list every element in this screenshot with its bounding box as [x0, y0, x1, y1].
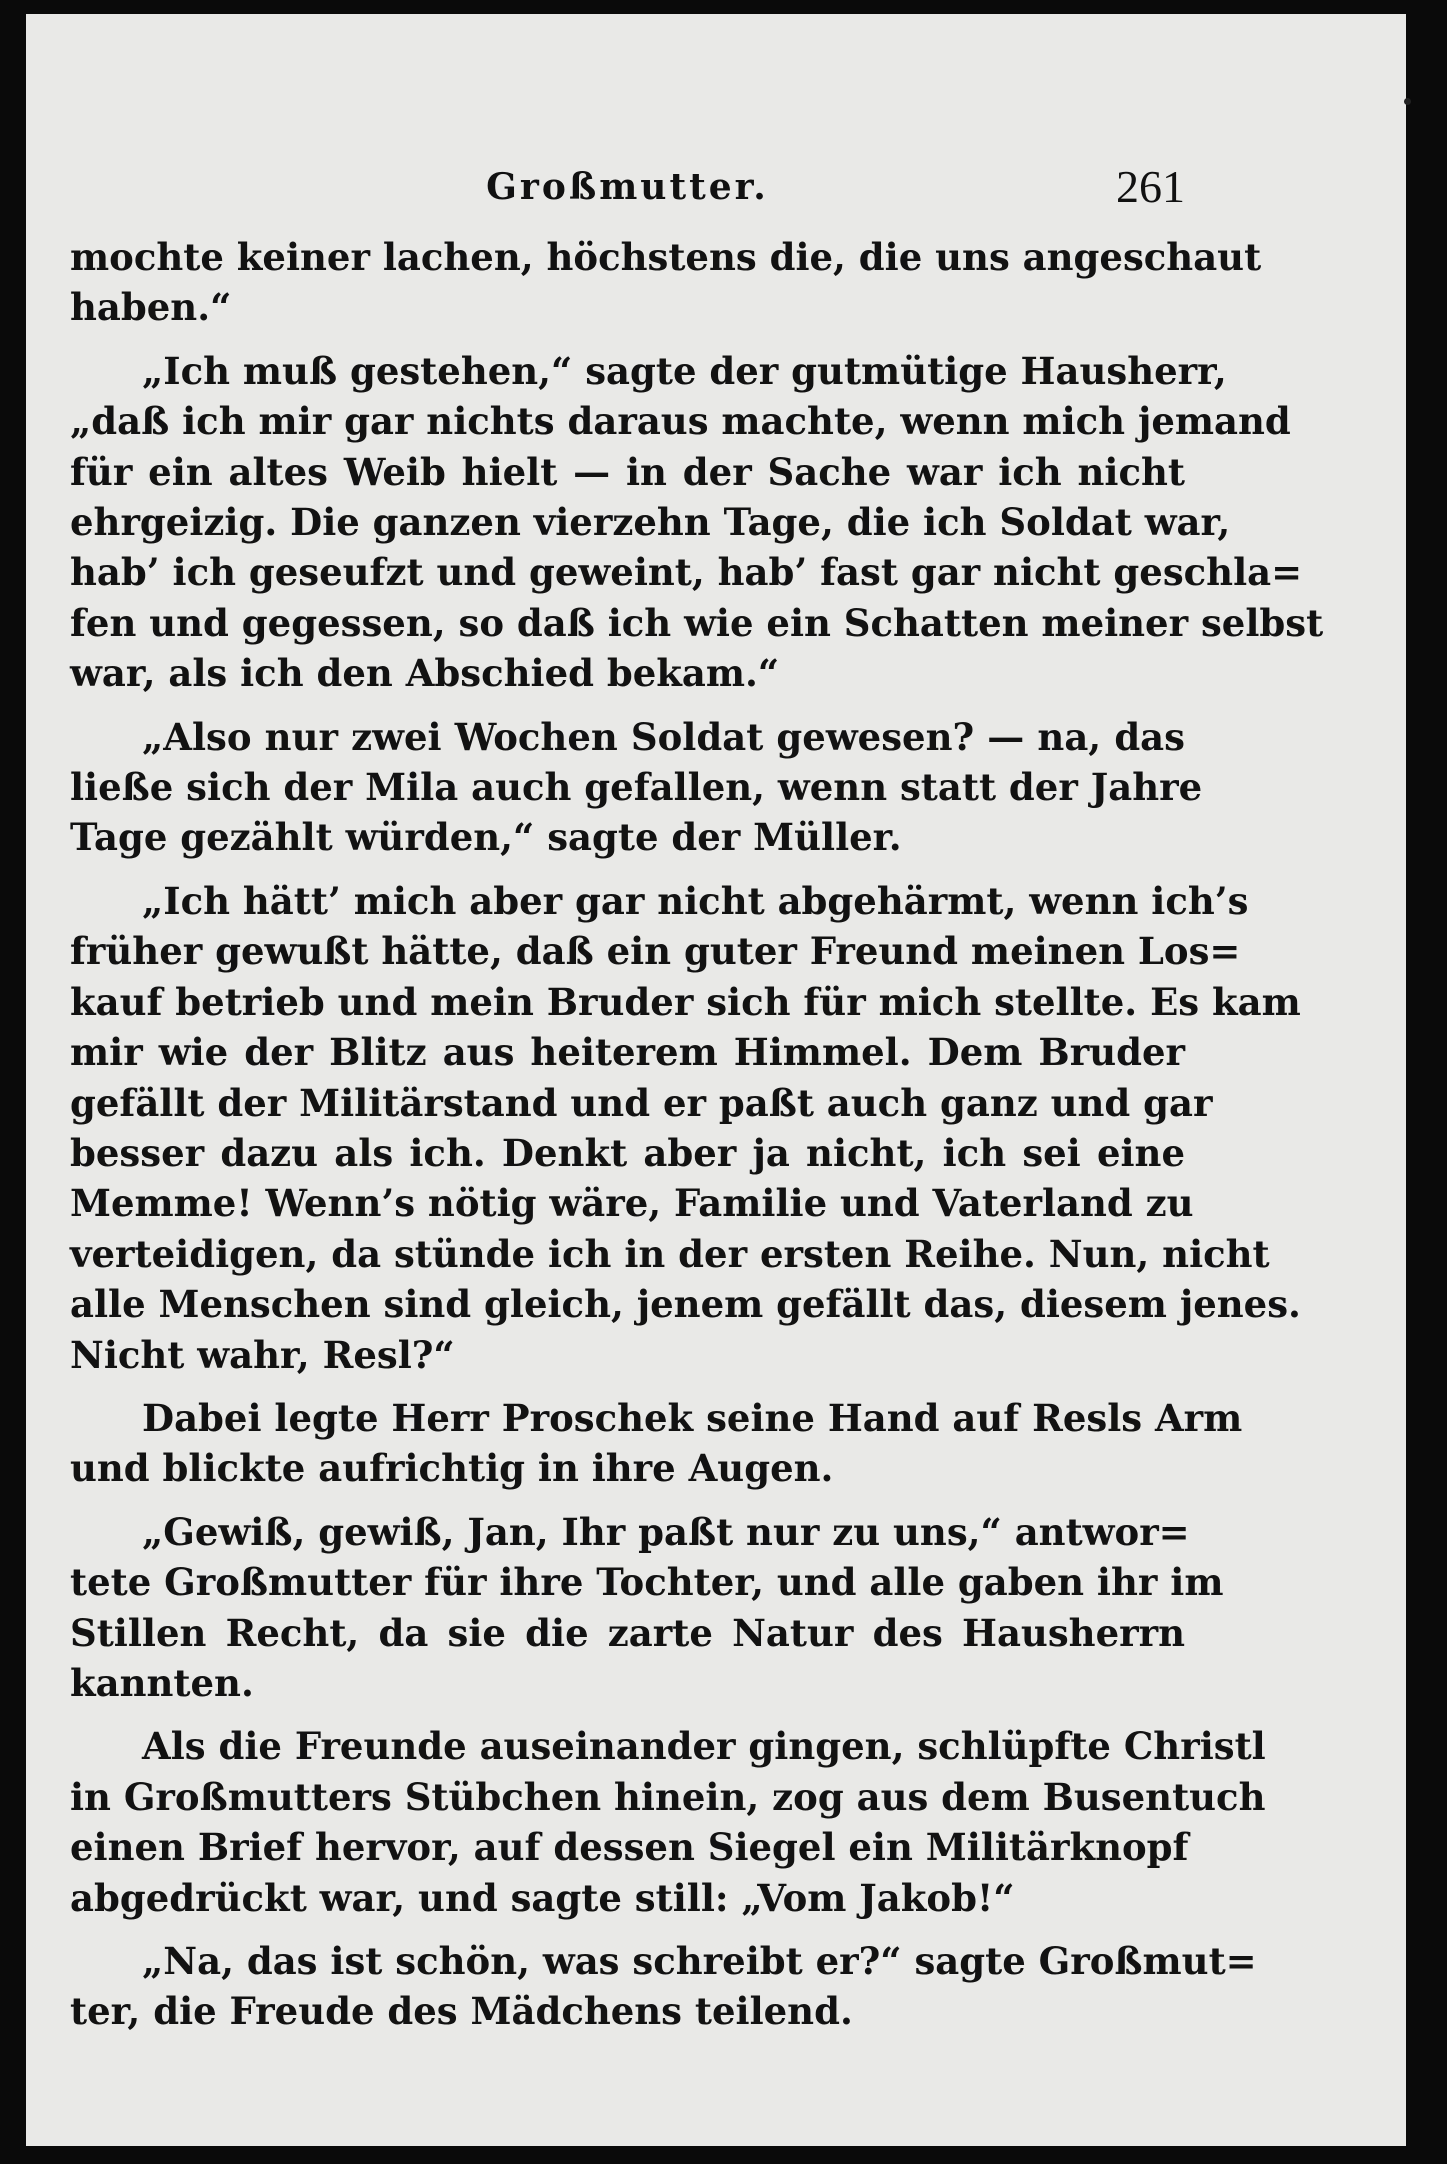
paragraph-gap	[70, 699, 1185, 712]
paragraph	[70, 1507, 1224, 1709]
text-line: für ein altes Weib hielt — in der Sache war ich nicht	[70, 449, 1185, 494]
text-line: „Ich muß gestehen,“ sagte der gutmütige Hausherr,	[142, 348, 1227, 393]
paragraph	[70, 712, 1203, 863]
text-line: haben.“	[70, 285, 232, 330]
text-line: Tage gezählt würden,“ sagte der Müller.	[70, 815, 902, 860]
paragraph	[70, 1936, 1257, 2037]
body-text	[70, 232, 1324, 2037]
text-line: „Also nur zwei Wochen Soldat gewesen? — na, das	[142, 714, 1185, 759]
text-line: tete Großmutter für ihre Tochter, und alle gaben ihr im	[70, 1560, 1224, 1605]
text-line: Dabei legte Herr Proschek seine Hand auf Resls Arm	[142, 1395, 1243, 1440]
text-line: „Gewiß, gewiß, Jan, Ihr paßt nur zu uns,“ antwor=	[142, 1509, 1190, 1554]
paragraph-gap	[70, 1923, 1185, 1936]
text-line: gefällt der Militärstand und er paßt auch ganz und gar	[70, 1080, 1213, 1125]
text-line: war, als ich den Abschied bekam.“	[70, 651, 780, 696]
text-line: Nicht wahr, Resl?“	[70, 1332, 455, 1377]
text-line: mochte keiner lachen, höchstens die, die uns angeschaut	[70, 235, 1262, 279]
text-line: ter, die Freude des Mädchens teilend.	[70, 1989, 853, 2034]
paragraph	[70, 346, 1324, 699]
text-line: alle Menschen sind gleich, jenem gefällt das, diesem jenes.	[70, 1282, 1301, 1327]
text-line: kauf betrieb und mein Bruder sich für mich stellte. Es kam	[70, 979, 1301, 1024]
text-line: hab’ ich geseufzt und geweint, hab’ fast gar nicht geschla=	[70, 550, 1303, 595]
text-line: verteidigen, da stünde ich in der ersten Reihe. Nun, nicht	[70, 1231, 1270, 1276]
text-line: früher gewußt hätte, daß ein guter Freund meinen Los=	[70, 929, 1241, 974]
text-line: kannten.	[70, 1660, 254, 1705]
paragraph-gap	[70, 1708, 1185, 1721]
page-number: 261	[1116, 161, 1185, 212]
paragraph	[70, 1721, 1266, 1923]
text-line: besser dazu als ich. Denkt aber ja nicht, ich sei eine	[70, 1130, 1185, 1175]
paragraph	[70, 876, 1301, 1380]
text-line: mir wie der Blitz aus heiterem Himmel. Dem Bruder	[70, 1030, 1185, 1075]
text-line: und blickte aufrichtig in ihre Augen.	[70, 1446, 834, 1491]
paragraph-gap	[70, 1380, 1185, 1393]
paragraph-gap	[70, 1494, 1185, 1507]
ink-speck	[1404, 98, 1411, 105]
text-line: in Großmutters Stübchen hinein, zog aus dem Busentuch	[70, 1774, 1266, 1819]
paragraph-gap	[70, 863, 1185, 876]
text-line: Als die Freunde auseinander gingen, schlüpfte Christl	[142, 1724, 1266, 1769]
paragraph	[70, 232, 1262, 333]
running-title: Großmutter.	[486, 166, 769, 208]
text-line: Memme! Wenn’s nötig wäre, Familie und Vaterland zu	[70, 1181, 1194, 1226]
text-line: einen Brief hervor, auf dessen Siegel ein Militärknopf	[70, 1825, 1189, 1870]
paragraph	[70, 1393, 1243, 1494]
text-line: fen und gegessen, so daß ich wie ein Schatten meiner selbst	[70, 600, 1324, 645]
text-line: „Ich hätt’ mich aber gar nicht abgehärmt, wenn ich’s	[142, 878, 1249, 923]
text-line: „Na, das ist schön, was schreibt er?“ sagte Großmut=	[142, 1939, 1257, 1983]
text-line: abgedrückt war, und sagte still: „Vom Jakob!“	[70, 1875, 1015, 1920]
text-line: Stillen Recht, da sie die zarte Natur des Hausherrn	[70, 1610, 1185, 1655]
text-line: ehrgeizig. Die ganzen vierzehn Tage, die ich Soldat war,	[70, 500, 1231, 545]
text-line: ließe sich der Mila auch gefallen, wenn statt der Jahre	[70, 765, 1203, 810]
page-header	[70, 160, 1185, 216]
paragraph-gap	[70, 333, 1185, 346]
text-line: „daß ich mir gar nichts daraus machte, wenn mich jemand	[70, 399, 1291, 444]
